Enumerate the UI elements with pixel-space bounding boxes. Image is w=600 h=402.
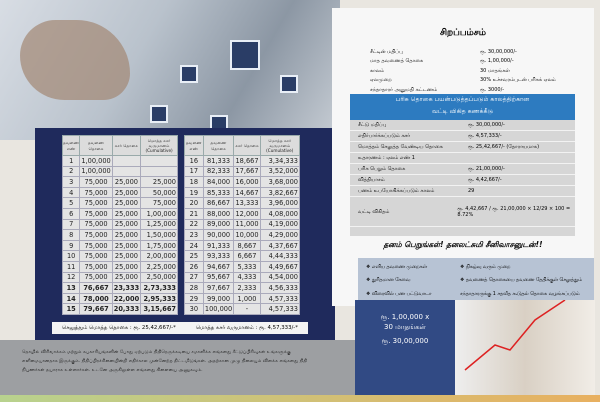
table-cell: 26	[185, 261, 204, 272]
table-cell: 2,25,000	[141, 261, 178, 272]
table-cell: 100,000	[204, 305, 233, 314]
table-cell: 99,000	[203, 293, 234, 304]
table-cell: 75,000	[80, 219, 112, 230]
feature-item: ❖ விரைவில் பண பட்டுவாடா	[366, 291, 432, 297]
table-cell: 4,19,000	[260, 219, 299, 230]
calc-row	[350, 175, 575, 186]
table-cell: 50,000	[141, 187, 178, 198]
calc-row	[350, 153, 575, 164]
spec-label: காலம்	[370, 67, 384, 74]
table-cell: 17,667	[235, 167, 259, 176]
table-cell: 84,000	[203, 177, 234, 188]
table-cell: 1,50,000	[141, 230, 178, 241]
table-cell: 75,000	[80, 230, 112, 241]
spec-label: சந்தாதாரர் அனுமதி கட்டணம்	[370, 86, 438, 93]
table-cell: 5,333	[234, 261, 260, 272]
installment-table-left	[62, 135, 178, 315]
calc-row	[350, 186, 575, 197]
slogan: தனம் பெறுங்கள்! தனலட்சுமி சீனிவாசனுடன்!!	[383, 240, 543, 249]
table-cell: 25,000	[112, 251, 140, 262]
table-cell: 75,000	[141, 198, 178, 209]
table-cell: 3,34,333	[260, 156, 299, 167]
table-cell: 4,37,667	[260, 240, 299, 251]
table-cell	[141, 156, 178, 167]
table-cell: 93,333	[203, 251, 234, 262]
table-row	[185, 156, 300, 167]
table-cell: 4,57,333	[260, 304, 299, 315]
table-cell	[141, 166, 178, 177]
table-cell: 4,08,000	[260, 208, 299, 219]
table-row	[63, 166, 178, 177]
cube-icon	[230, 40, 260, 70]
table-cell: 75,000	[80, 208, 112, 219]
table-cell: 7	[63, 219, 80, 230]
table-cell: 25,000	[112, 272, 140, 283]
table-cell: 25,000	[112, 240, 140, 251]
table-cell: 25,000	[112, 208, 140, 219]
table-cell: 25,000	[112, 198, 140, 209]
table-row	[185, 293, 300, 304]
calc-table	[350, 120, 575, 236]
calc-label: மொத்தம் செலுத்த வேண்டிய தொகை	[358, 144, 443, 150]
table-cell: 4	[63, 187, 80, 198]
table-cell: 30	[185, 304, 204, 315]
table-cell: 14,667	[235, 188, 259, 197]
table-row	[185, 230, 300, 241]
table-cell: 3,82,667	[260, 187, 299, 198]
table-cell: 4,29,000	[260, 230, 299, 241]
table-row	[185, 187, 300, 198]
spec-row	[370, 67, 556, 76]
column-header: மொத்த கசர் வருமானம் (Cumulative)	[260, 136, 299, 156]
table-cell: 12,000	[235, 209, 259, 218]
table-cell: 22,000	[113, 294, 140, 303]
hero-photo	[0, 0, 340, 140]
table-row	[63, 230, 178, 241]
table-cell: 81,333	[203, 156, 234, 167]
table-cell: 75,000	[80, 272, 112, 283]
feature-item: ❖ நிகழ்வு வரும் முறை	[460, 265, 511, 270]
cube-icon	[150, 105, 168, 123]
table-cell: 10	[63, 251, 80, 262]
table-cell: 6,667	[234, 251, 260, 262]
table-row	[185, 251, 300, 262]
column-header: மொத்த கசர் வருமானம் (Cumulative)	[141, 136, 178, 156]
table-cell: 3,68,000	[260, 177, 299, 188]
table-cell: 25,000	[112, 219, 140, 230]
table-cell	[112, 166, 140, 177]
table-cell: 82,333	[203, 166, 234, 177]
table-row	[185, 272, 300, 283]
column-header: தவணை தொகை	[80, 136, 112, 156]
table-cell: 16	[185, 156, 204, 167]
box-line-1: ரூ. 1,00,000 x	[380, 313, 430, 321]
table-cell: 14	[63, 293, 80, 304]
table-row	[185, 198, 300, 209]
table-row	[63, 156, 178, 167]
table-cell: 25,000	[112, 261, 140, 272]
table-cell: 1,00,000	[81, 167, 111, 176]
table-cell: 22	[185, 219, 204, 230]
table-cell: 3	[63, 177, 80, 188]
table-cell: 25,000	[141, 177, 178, 188]
table-cell: 20	[185, 198, 204, 209]
handshake-image	[455, 300, 595, 395]
table-row	[63, 304, 178, 315]
spec-label: மாத தவணைத் தொகை	[370, 58, 424, 65]
table-cell: 23,333	[113, 283, 140, 292]
table-cell: 15	[63, 304, 80, 315]
table-row	[63, 251, 178, 262]
table-cell: 95,667	[203, 272, 234, 283]
calc-value: ரூ. 30,00,000/-	[468, 122, 505, 128]
calc-row	[350, 142, 575, 153]
table-cell: 5	[63, 198, 80, 209]
table-row	[63, 198, 178, 209]
totals-bar	[52, 322, 308, 334]
table-cell: 2,00,000	[141, 251, 178, 262]
summary-box	[355, 300, 455, 395]
table-cell: 25,000	[112, 230, 140, 241]
table-cell: 12	[63, 272, 80, 283]
features-panel	[332, 8, 594, 306]
table-cell: 97,667	[203, 283, 234, 294]
table-cell: 75,000	[80, 261, 112, 272]
calc-header	[350, 94, 575, 120]
table-cell: 76,667	[80, 283, 112, 294]
column-header: தவணை எண்	[63, 136, 80, 156]
calc-label: வட்டி விகிதம்	[358, 208, 390, 215]
table-cell: 28	[185, 283, 204, 294]
spec-value: ரூ. 1,00,000/-	[480, 58, 514, 65]
table-cell: 25,000	[112, 187, 140, 198]
table-row	[63, 208, 178, 219]
calc-row	[350, 164, 575, 175]
total-paid: செலுத்தும் மொத்த தொகை : ரூ. 25,42,667/-*	[62, 324, 176, 331]
feature-bullets	[358, 258, 594, 306]
calc-label: பரிசு பெறும் தொகை	[358, 166, 406, 172]
calc-title-1: பரிசு தொகை பயன்படுத்தப்படும் காலத்திற்கான	[395, 96, 530, 103]
table-row	[185, 261, 300, 272]
table-cell: -	[234, 304, 260, 315]
calc-row	[350, 197, 575, 227]
calc-label: சீட்டு மதிப்பு	[358, 122, 387, 128]
table-row	[63, 283, 178, 294]
table-cell: 75,000	[80, 240, 112, 251]
column-header: கசர் தொகை	[112, 136, 140, 156]
calc-value: 29	[468, 188, 475, 194]
calc-title-2: வட்டி விகித கணக்கீடு	[431, 108, 494, 115]
calc-value: ரூ. 25,42,667/- (தோராயமாக)	[468, 144, 540, 150]
table-cell: 1	[63, 156, 80, 167]
column-header: தவணை தொகை	[203, 136, 234, 156]
table-cell: 75,000	[80, 251, 112, 262]
feature-item: ❖ துரிதமான சேவை	[366, 278, 411, 284]
spec-list	[370, 48, 556, 95]
spec-value: 30 மாதங்கள்	[480, 67, 510, 74]
spec-label: சீட்டின் மதிப்பு	[370, 49, 403, 55]
box-line-3: ரூ. 30,00,000	[381, 337, 429, 345]
table-cell: 4,333	[234, 272, 260, 283]
table-header-row	[185, 136, 300, 156]
feature-item: ❖ தவணைத் தொகையை தவணை தேதிக்குள் செலுத்தும்	[460, 278, 582, 284]
table-cell: 3,15,667	[141, 304, 178, 315]
table-cell: 75,000	[80, 198, 112, 209]
table-cell: 9	[63, 240, 80, 251]
table-row	[63, 219, 178, 230]
table-cell: 3,52,000	[260, 166, 299, 177]
table-cell: 25,000	[112, 177, 140, 188]
table-cell: 78,000	[80, 293, 112, 304]
table-cell: 79,667	[80, 304, 112, 315]
hand-image	[20, 20, 130, 100]
spec-label: ஏலமுறை	[370, 77, 392, 84]
installment-table-right	[184, 135, 300, 315]
total-income: மொத்த கசர் வருமானம் : ரூ. 4,57,333/-*	[195, 324, 298, 331]
table-row	[185, 304, 300, 315]
table-cell	[112, 156, 140, 167]
column-header: தவணை எண்	[185, 136, 204, 156]
table-row	[63, 272, 178, 283]
feature-item: சந்தாதாரருக்கு 1 சதவீத கூடுதல் தொகை வழங்கப்படும்	[460, 291, 580, 297]
table-cell: 75,000	[80, 187, 112, 198]
table-header-row	[63, 136, 178, 156]
spec-row	[370, 57, 556, 66]
table-cell: 1,75,000	[141, 240, 178, 251]
table-row	[185, 283, 300, 294]
table-cell: 75,000	[80, 177, 112, 188]
table-row	[63, 293, 178, 304]
panel-title: சிறப்பம்சம்	[439, 28, 487, 38]
calc-row	[350, 120, 575, 131]
table-cell: 11,000	[235, 220, 259, 229]
table-cell: 8	[63, 230, 80, 241]
table-cell: 2	[63, 166, 80, 177]
table-cell: 8,667	[234, 240, 260, 251]
table-cell: 2,333	[234, 283, 260, 294]
spec-value: ரூ. 3000/-	[480, 86, 505, 93]
table-cell: 1,25,000	[141, 219, 178, 230]
table-cell: 13	[63, 283, 80, 294]
table-row	[63, 261, 178, 272]
table-cell: 4,54,000	[260, 272, 299, 283]
table-cell: 4,44,333	[260, 251, 299, 262]
table-cell: 18,667	[235, 156, 259, 165]
table-cell: 2,95,333	[141, 293, 178, 304]
feature-item: ❖ எளிய தவணை முறைகள்	[366, 265, 427, 270]
calc-label: உதாரணம் : ஏலம் எண் 1	[358, 155, 415, 161]
table-cell: 16,000	[235, 177, 259, 186]
table-row	[63, 187, 178, 198]
table-cell: 94,667	[203, 261, 234, 272]
table-row	[185, 219, 300, 230]
table-cell: 25	[185, 251, 204, 262]
column-header: கசர் தொகை	[234, 136, 260, 156]
calc-value: ரூ. 4,42,667/-	[468, 177, 502, 183]
table-row	[185, 177, 300, 188]
table-row	[185, 166, 300, 177]
calc-label: எதிர்பார்க்கப்படும் கசர்	[358, 133, 411, 139]
table-cell: 4,56,333	[260, 283, 299, 294]
calc-label: வித்தியாசம்	[358, 177, 385, 183]
table-row	[185, 240, 300, 251]
calc-label: பணம் உபயோகிக்கப்படும் காலம்	[358, 188, 435, 194]
spec-row	[370, 76, 556, 85]
table-cell: 19	[185, 187, 204, 198]
table-cell: 18	[185, 177, 204, 188]
table-cell: 17	[185, 166, 204, 177]
table-cell: 88,000	[203, 208, 234, 219]
table-row	[185, 208, 300, 219]
table-cell: 29	[185, 293, 204, 304]
table-row	[63, 177, 178, 188]
growth-chart-icon	[455, 300, 595, 395]
calc-value: ரூ. 21,00,000/-	[468, 166, 505, 172]
table-cell: 4,57,333	[260, 293, 299, 304]
table-row	[63, 240, 178, 251]
table-cell: 2,73,333	[141, 283, 178, 294]
table-cell: 11	[63, 261, 80, 272]
footer-stripe	[0, 395, 600, 402]
spec-value: 30% உச்சவரம்புடன் பரிசுக் ஏலம்	[480, 77, 556, 84]
table-cell: 1,00,000	[81, 156, 111, 165]
box-line-2: 30 மாதங்கள்	[384, 323, 426, 331]
table-cell: 91,333	[203, 240, 234, 251]
table-cell: 23	[185, 230, 204, 241]
table-cell: 24	[185, 240, 204, 251]
table-cell: 13,333	[235, 199, 259, 208]
rate-formula: ரூ. 4,42,667 / ரூ. 21,00,000 × 12/29 × 100 = 8.72%	[457, 205, 571, 218]
table-cell: 21	[185, 208, 204, 219]
table-cell: 27	[185, 272, 204, 283]
spec-row	[370, 48, 556, 57]
table-cell: 3,96,000	[260, 198, 299, 209]
table-cell: 1,000	[234, 293, 260, 304]
description-paragraph: தொழில் விரிவாக்கம் மற்றும் சுபகாரியங்களின் போது ஏற்படும் நிதிநெருக்கடியை சமாளிக்க எங்களது சீட்டுப்பிரிவுகள் உங்களுக்கு எளிமையானதாக இருக்கும். நிதிப்பிரச்சினையின்றி எதிர்கால முன்னேற்ற திட்டமிடுங்கள். அதற்கான முழு நிலையும் விளக்க எங்களது நிதி நிபுணர்கள் தயாராக உள்ளார்கள். உடனே அருகிலுள்ள எங்களது கிளையை அணுகவும்.	[22, 350, 308, 373]
cube-icon	[280, 75, 298, 93]
spec-value: ரூ. 30,00,000/-	[480, 49, 517, 55]
cube-icon	[180, 65, 198, 83]
table-cell: 85,333	[203, 187, 234, 198]
calc-value: ரூ. 4,57,333/-	[468, 133, 502, 139]
table-cell: 10,000	[235, 230, 259, 239]
table-cell: 90,000	[203, 230, 234, 241]
table-cell: 89,000	[203, 219, 234, 230]
table-cell: 2,50,000	[141, 272, 178, 283]
table-cell: 4,49,667	[260, 261, 299, 272]
table-cell: 86,667	[203, 198, 234, 209]
table-cell: 6	[63, 208, 80, 219]
table-cell: 20,333	[113, 305, 140, 314]
calc-row	[350, 131, 575, 142]
table-cell: 1,00,000	[141, 208, 178, 219]
